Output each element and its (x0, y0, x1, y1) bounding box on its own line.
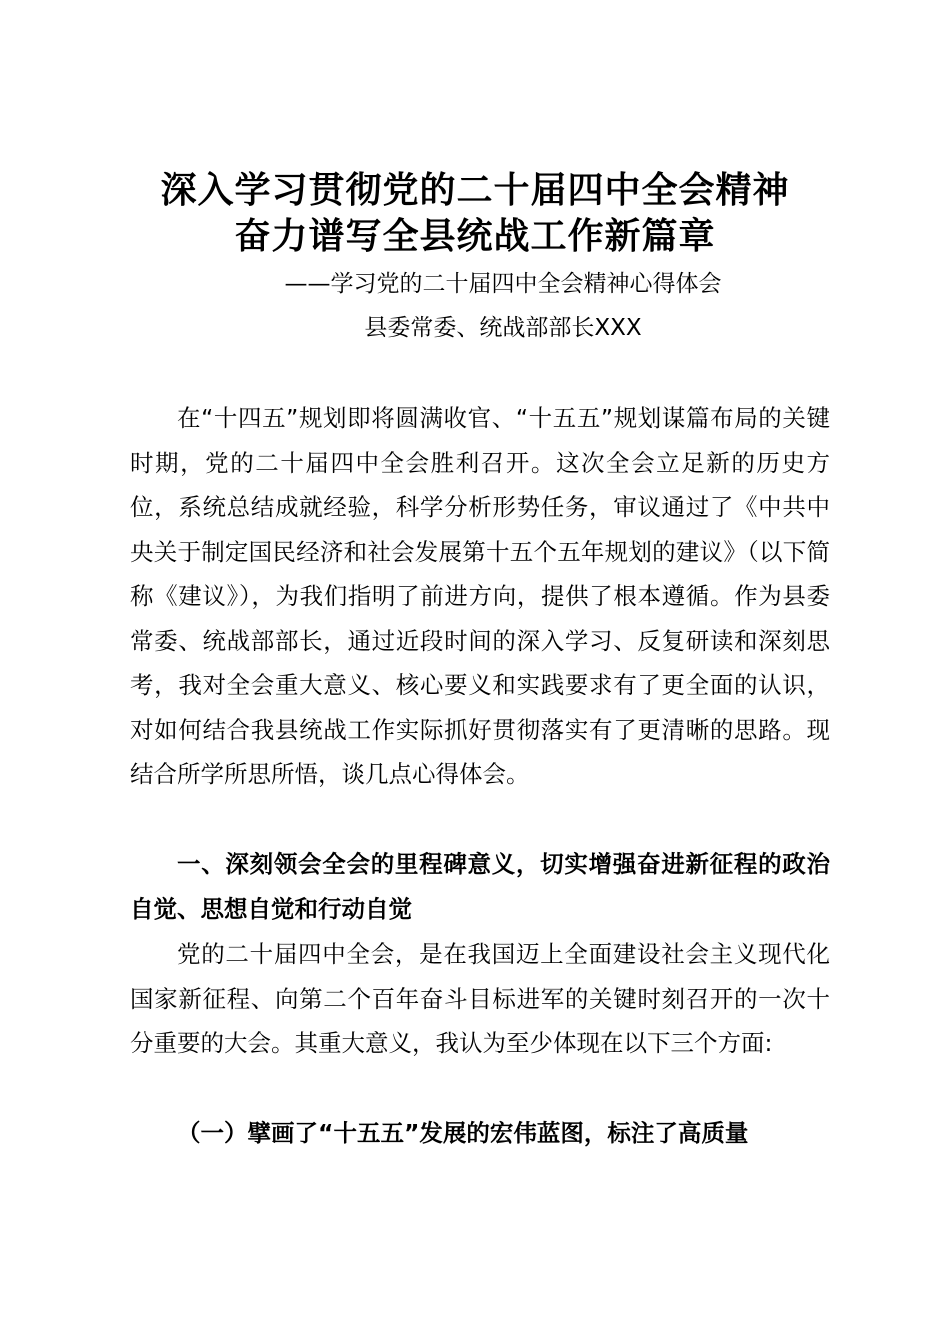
intro-paragraph: 在“十四五”规划即将圆满收官、“十五五”规划谋篇布局的关键时期，党的二十届四中全会胜利召开。这次全会立足新的历史方位，系统总结成就经验，科学分析形势任务，审议通过了《中共中央关于制定国民经济和社会发展第十五个五年规划的建议》（以下简称《建议》），为我们指明了前进方向，提供了根本遵循。作为县委常委、统战部部长，通过近段时间的深入学习、反复研读和深刻思考，我对全会重大意义、核心要义和实践要求有了更全面的认识，对如何结合我县统战工作实际抓好贯彻落实有了更清晰的思路。现结合所学所思所悟，谈几点心得体会。 (130, 404, 830, 788)
intro-section (130, 396, 830, 797)
section-1-paragraph: 党的二十届四中全会，是在我国迈上全面建设社会主义现代化国家新征程、向第二个百年奋斗目标进军的关键时刻召开的一次十分重要的大会。其重大意义，我认为至少体现在以下三个方面: (130, 940, 830, 1057)
subsection-heading-1 (130, 1111, 830, 1156)
section-heading-1-text: 一、深刻领会全会的里程碑意义，切实增强奋进新征程的政治自觉、思想自觉和行动自觉 (130, 850, 830, 923)
document-title-line-2: 奋力谱写全县统战工作新篇章 (234, 215, 716, 257)
section-heading-1 (130, 842, 830, 931)
document-subtitle: ——学习党的二十届四中全会精神心得体会 (284, 271, 722, 297)
document-author: 县委常委、统战部部长XXX (364, 315, 642, 341)
subsection-heading-1-text: （一）擘画了“十五五”发展的宏伟蓝图，标注了高质量 (177, 1119, 749, 1147)
document-title-line-1: 深入学习贯彻党的二十届四中全会精神 (160, 169, 790, 211)
section-1-body (130, 932, 830, 1066)
